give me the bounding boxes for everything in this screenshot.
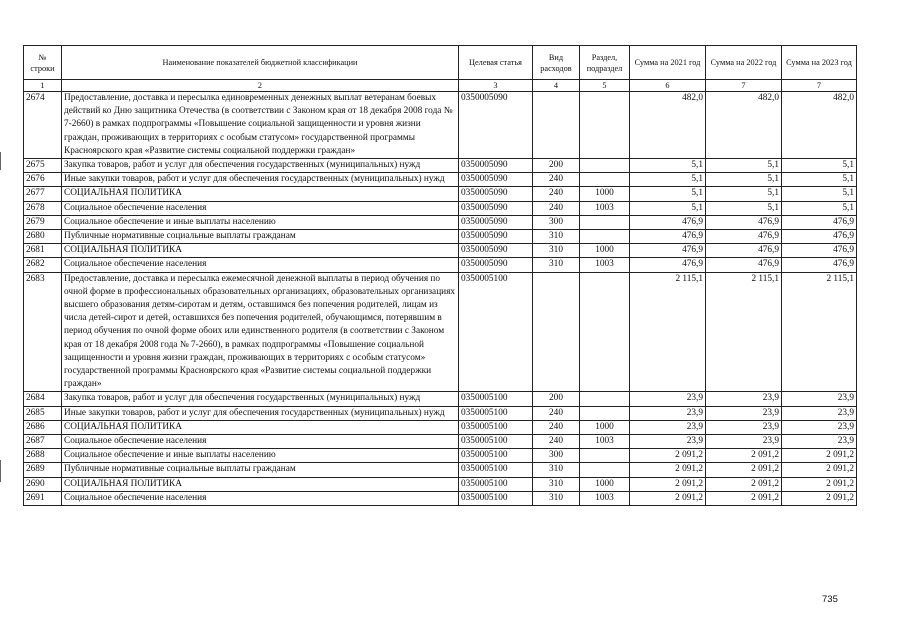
expense-type: 240 [533, 406, 580, 420]
expense-type: 300 [533, 215, 580, 229]
indicator-name: Иные закупки товаров, работ и услуг для обеспечения государственных (муниципальных) нужд [62, 173, 459, 187]
target-article: 0350005100 [459, 477, 533, 491]
sum-2022: 482,0 [706, 92, 782, 159]
sum-2022: 23,9 [706, 435, 782, 449]
header-row [24, 46, 857, 80]
scan-edge-mark [0, 460, 1, 482]
section-code: 1000 [580, 477, 630, 491]
target-article: 0350005100 [459, 272, 533, 392]
table-row [24, 477, 857, 491]
sum-2022: 476,9 [706, 258, 782, 272]
row-number: 2679 [24, 215, 62, 229]
indicator-name: Социальное обеспечение населения [62, 491, 459, 505]
sum-2021: 476,9 [630, 244, 706, 258]
expense-type: 310 [533, 491, 580, 505]
section-code [580, 230, 630, 244]
sum-2022: 5,1 [706, 201, 782, 215]
section-code: 1000 [580, 187, 630, 201]
table-row [24, 420, 857, 434]
table-row [24, 187, 857, 201]
sum-2023: 23,9 [782, 420, 857, 434]
column-number: 1 [24, 80, 62, 92]
expense-type: 310 [533, 230, 580, 244]
expense-type: 240 [533, 201, 580, 215]
sum-2022: 476,9 [706, 244, 782, 258]
indicator-name: Предоставление, доставка и пересылка единовременных денежных выплат ветеранам боевых действий ко Дню защитника Отечества (в соответствии с Законом края от 18 декабря 2008 года № 7-2660) в рамках подпрограммы «Повышение социальной защищенности и уровня жизни граждан, проживающих в территориях с особым статусом» государственной программы Красноярского края «Развитие системы социальной поддержки граждан» [62, 92, 459, 159]
expense-type: 240 [533, 187, 580, 201]
header-section: Раздел, подраздел [580, 46, 630, 80]
header-sum-2022: Сумма на 2022 год [706, 46, 782, 80]
indicator-name: СОЦИАЛЬНАЯ ПОЛИТИКА [62, 477, 459, 491]
row-number: 2677 [24, 187, 62, 201]
indicator-name: Социальное обеспечение населения [62, 201, 459, 215]
sum-2021: 23,9 [630, 420, 706, 434]
row-number: 2681 [24, 244, 62, 258]
expense-type: 310 [533, 463, 580, 477]
sum-2021: 476,9 [630, 258, 706, 272]
section-code [580, 449, 630, 463]
target-article: 0350005090 [459, 230, 533, 244]
sum-2023: 23,9 [782, 435, 857, 449]
row-number: 2678 [24, 201, 62, 215]
expense-type: 200 [533, 392, 580, 406]
sum-2023: 5,1 [782, 201, 857, 215]
column-number: 2 [62, 80, 459, 92]
target-article: 0350005100 [459, 491, 533, 505]
target-article: 0350005090 [459, 173, 533, 187]
sum-2023: 23,9 [782, 406, 857, 420]
sum-2021: 2 091,2 [630, 477, 706, 491]
row-number: 2674 [24, 92, 62, 159]
sum-2021: 5,1 [630, 159, 706, 173]
sum-2023: 5,1 [782, 173, 857, 187]
indicator-name: СОЦИАЛЬНАЯ ПОЛИТИКА [62, 420, 459, 434]
section-code: 1003 [580, 435, 630, 449]
expense-type: 310 [533, 244, 580, 258]
row-number: 2688 [24, 449, 62, 463]
table-row [24, 449, 857, 463]
column-number: 4 [533, 80, 580, 92]
section-code [580, 272, 630, 392]
sum-2022: 2 115,1 [706, 272, 782, 392]
column-number: 7 [782, 80, 857, 92]
sum-2023: 476,9 [782, 230, 857, 244]
target-article: 0350005090 [459, 215, 533, 229]
sum-2023: 2 091,2 [782, 491, 857, 505]
sum-2023: 5,1 [782, 187, 857, 201]
section-code: 1000 [580, 420, 630, 434]
sum-2022: 5,1 [706, 173, 782, 187]
budget-table [23, 45, 857, 506]
table-row [24, 258, 857, 272]
table-row [24, 173, 857, 187]
table-row [24, 435, 857, 449]
sum-2022: 5,1 [706, 159, 782, 173]
indicator-name: Социальное обеспечение населения [62, 435, 459, 449]
sum-2023: 2 091,2 [782, 463, 857, 477]
section-code [580, 406, 630, 420]
column-number: 3 [459, 80, 533, 92]
sum-2023: 476,9 [782, 244, 857, 258]
sum-2023: 476,9 [782, 258, 857, 272]
section-code [580, 159, 630, 173]
sum-2022: 2 091,2 [706, 449, 782, 463]
expense-type: 310 [533, 258, 580, 272]
sum-2023: 2 115,1 [782, 272, 857, 392]
target-article: 0350005090 [459, 244, 533, 258]
table-row [24, 244, 857, 258]
row-number: 2676 [24, 173, 62, 187]
target-article: 0350005100 [459, 449, 533, 463]
expense-type: 300 [533, 449, 580, 463]
sum-2022: 476,9 [706, 215, 782, 229]
sum-2021: 482,0 [630, 92, 706, 159]
row-number: 2685 [24, 406, 62, 420]
section-code [580, 173, 630, 187]
row-number: 2675 [24, 159, 62, 173]
row-number: 2680 [24, 230, 62, 244]
indicator-name: СОЦИАЛЬНАЯ ПОЛИТИКА [62, 187, 459, 201]
section-code [580, 392, 630, 406]
table-row [24, 230, 857, 244]
table-row [24, 92, 857, 159]
target-article: 0350005100 [459, 463, 533, 477]
indicator-name: Социальное обеспечение и иные выплаты населению [62, 215, 459, 229]
sum-2021: 2 091,2 [630, 449, 706, 463]
indicator-name: СОЦИАЛЬНАЯ ПОЛИТИКА [62, 244, 459, 258]
sum-2022: 2 091,2 [706, 491, 782, 505]
sum-2023: 5,1 [782, 159, 857, 173]
sum-2021: 476,9 [630, 230, 706, 244]
header-row-number: № строки [24, 46, 62, 80]
expense-type: 310 [533, 477, 580, 491]
row-number: 2684 [24, 392, 62, 406]
sum-2022: 23,9 [706, 392, 782, 406]
row-number: 2683 [24, 272, 62, 392]
sum-2021: 5,1 [630, 201, 706, 215]
sum-2022: 5,1 [706, 187, 782, 201]
sum-2022: 2 091,2 [706, 477, 782, 491]
page-number: 735 [822, 594, 838, 605]
table-row [24, 215, 857, 229]
table-body [24, 92, 857, 506]
target-article: 0350005090 [459, 92, 533, 159]
target-article: 0350005090 [459, 201, 533, 215]
section-code [580, 463, 630, 477]
column-number: 5 [580, 80, 630, 92]
sum-2022: 23,9 [706, 406, 782, 420]
sum-2023: 482,0 [782, 92, 857, 159]
section-code: 1003 [580, 258, 630, 272]
indicator-name: Предоставление, доставка и пересылка ежемесячной денежной выплаты в период обучения по очной форме в профессиональных образовательных организациях, образовательных организациях высшего образования детям-сиротам и детям, оставшимся без попечения родителей, лицам из числа детей-сирот и детей, оставшихся без попечения родителей, обучающимся, потерявшим в период обучения по очной форме обоих или единственного родителя (в соответствии с Законом края от 18 декабря 2008 года № 7-2660), в рамках подпрограммы «Повышение социальной защищенности и уровня жизни граждан, проживающих в территориях с особым статусом» государственной программы Красноярского края «Развитие системы социальной поддержки граждан» [62, 272, 459, 392]
indicator-name: Социальное обеспечение населения [62, 258, 459, 272]
header-indicator-name: Наименование показателей бюджетной классификации [62, 46, 459, 80]
indicator-name: Публичные нормативные социальные выплаты гражданам [62, 463, 459, 477]
header-sum-2023: Сумма на 2023 год [782, 46, 857, 80]
section-code: 1003 [580, 491, 630, 505]
target-article: 0350005100 [459, 406, 533, 420]
sum-2021: 23,9 [630, 392, 706, 406]
sum-2021: 5,1 [630, 187, 706, 201]
target-article: 0350005090 [459, 258, 533, 272]
expense-type [533, 92, 580, 159]
table-row [24, 392, 857, 406]
sum-2021: 5,1 [630, 173, 706, 187]
target-article: 0350005100 [459, 435, 533, 449]
column-number-row [24, 80, 857, 92]
indicator-name: Социальное обеспечение и иные выплаты населению [62, 449, 459, 463]
expense-type: 240 [533, 420, 580, 434]
sum-2022: 23,9 [706, 420, 782, 434]
scan-edge-mark [0, 152, 1, 170]
expense-type: 240 [533, 173, 580, 187]
sum-2023: 2 091,2 [782, 477, 857, 491]
header-sum-2021: Сумма на 2021 год [630, 46, 706, 80]
table-row [24, 272, 857, 392]
sum-2023: 2 091,2 [782, 449, 857, 463]
column-number: 7 [706, 80, 782, 92]
section-code [580, 215, 630, 229]
sum-2021: 2 115,1 [630, 272, 706, 392]
table-row [24, 159, 857, 173]
sum-2021: 2 091,2 [630, 463, 706, 477]
expense-type: 200 [533, 159, 580, 173]
expense-type: 240 [533, 435, 580, 449]
table-row [24, 463, 857, 477]
table-row [24, 491, 857, 505]
sum-2023: 476,9 [782, 215, 857, 229]
table-row [24, 406, 857, 420]
row-number: 2687 [24, 435, 62, 449]
expense-type [533, 272, 580, 392]
row-number: 2682 [24, 258, 62, 272]
target-article: 0350005100 [459, 420, 533, 434]
sum-2021: 476,9 [630, 215, 706, 229]
row-number: 2686 [24, 420, 62, 434]
sum-2021: 23,9 [630, 435, 706, 449]
header-expense-type: Вид расходов [533, 46, 580, 80]
indicator-name: Иные закупки товаров, работ и услуг для обеспечения государственных (муниципальных) нужд [62, 406, 459, 420]
section-code: 1003 [580, 201, 630, 215]
sum-2022: 476,9 [706, 230, 782, 244]
sum-2021: 23,9 [630, 406, 706, 420]
row-number: 2690 [24, 477, 62, 491]
sum-2022: 2 091,2 [706, 463, 782, 477]
column-number: 6 [630, 80, 706, 92]
indicator-name: Публичные нормативные социальные выплаты гражданам [62, 230, 459, 244]
target-article: 0350005090 [459, 159, 533, 173]
table-row [24, 201, 857, 215]
sum-2021: 2 091,2 [630, 491, 706, 505]
sum-2023: 23,9 [782, 392, 857, 406]
section-code [580, 92, 630, 159]
target-article: 0350005100 [459, 392, 533, 406]
header-target-article: Целевая статья [459, 46, 533, 80]
section-code: 1000 [580, 244, 630, 258]
row-number: 2689 [24, 463, 62, 477]
indicator-name: Закупка товаров, работ и услуг для обеспечения государственных (муниципальных) нужд [62, 159, 459, 173]
row-number: 2691 [24, 491, 62, 505]
indicator-name: Закупка товаров, работ и услуг для обеспечения государственных (муниципальных) нужд [62, 392, 459, 406]
target-article: 0350005090 [459, 187, 533, 201]
